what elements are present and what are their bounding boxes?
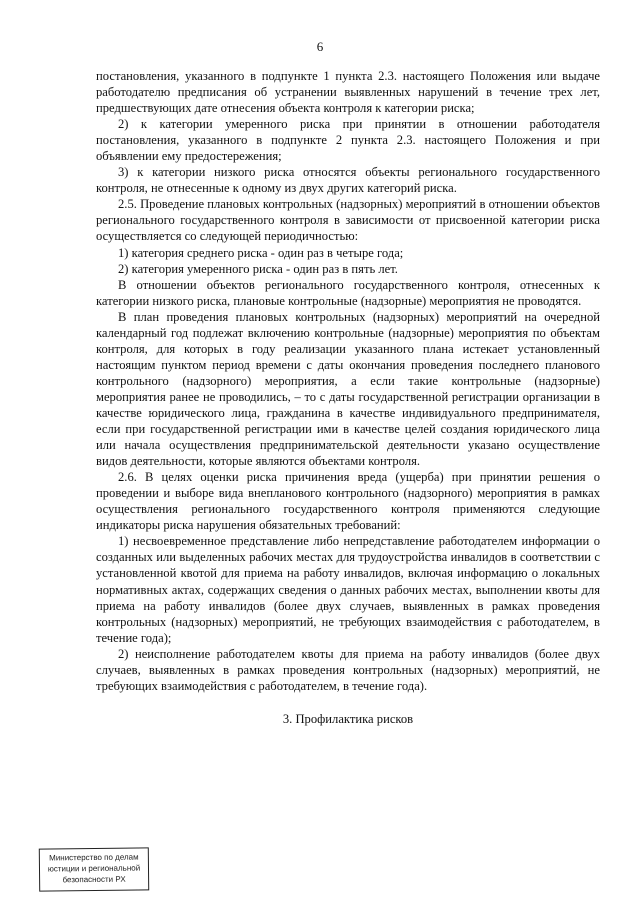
page-number: 6 <box>316 39 324 54</box>
paragraph-moderate-risk-item: 2) к категории умеренного риска при принятии в отношении работодателя постановления, указанного в подпункте 2 пункта 2.3. настоящего Положения и при объявлении ему предостережения; <box>96 117 600 164</box>
paragraph-risk-indicator-1: 1) несвоевременное представление либо непредставление работодателем информации о созданных или выделенных рабочих местах для трудоустройства инвалидов в соответствии с установленной квотой для приема на работу инвалидов, включая информацию о локальных нормативных актах, содержащих сведения о данных рабочих местах, выполнении квоты для приема на работу инвалидов (более двух случаев, выявленных в рамках проведения контрольных (надзорных) мероприятий, не требующих взаимодействия с работодателем, в течение года); <box>96 534 600 645</box>
paragraph-periodicity-medium: 1) категория среднего риска - один раз в четыре года; <box>118 245 404 260</box>
paragraph-continuation: постановления, указанного в подпункте 1 пункта 2.3. настоящего Положения или выдаче работодателю предписания об устранении выявленных нарушений в течение трех лет, предшествующих дате отнесения объекта контроля к категории риска; <box>96 69 600 116</box>
paragraph-clause-2-6: 2.6. В целях оценки риска причинения вреда (ущерба) при принятии решения о проведении и выборе вида внепланового контрольного (надзорного) мероприятия в рамках осуществления регионального государственного контроля применяются следующие индикаторы риска нарушения обязательных требований: <box>96 470 600 533</box>
paragraph-risk-indicator-2: 2) неисполнение работодателем квоты для приема на работу инвалидов (более двух случаев, выявленных в рамках проведения контрольных (надзорных) мероприятий, не требующих взаимодействия с работодателем, в течение года). <box>96 646 600 693</box>
stamp-line: безопасности РХ <box>62 874 126 885</box>
paragraph-low-risk-item: 3) к категории низкого риска относятся объекты регионального государственного контроля, не отнесенные к одному из двух других категорий риска. <box>96 165 600 196</box>
paragraph-low-risk-no-inspections: В отношении объектов регионального государственного контроля, отнесенных к категории низкого риска, плановые контрольные (надзорные) мероприятия не проводятся. <box>96 277 600 308</box>
stamp-line: юстиции и региональной <box>47 863 141 874</box>
paragraph-clause-2-5: 2.5. Проведение плановых контрольных (надзорных) мероприятий в отношении объектов регионального государственного контроля в зависимости от присвоенной категории риска осуществляется со следующей периодичностью: <box>96 197 600 244</box>
paragraph-annual-plan: В план проведения плановых контрольных (надзорных) мероприятий на очередной календарный год подлежат включению контрольные (надзорные) мероприятия по объектам контроля, для которых в году реализации указанного плана истекает установленный настоящим пунктом период времени с даты окончания проведения последнего планового контрольного (надзорного) мероприятия, а если такие контрольные (надзорные) мероприятия ранее не проводились, – то с даты государственной регистрации организации в качестве юридического лица, гражданина в качестве индивидуального предпринимателя, если при государственной регистрации ими в качестве целей создания юридического лица или начала осуществления предпринимательской деятельности указано осуществление видов деятельности, которые являются объектами контроля. <box>96 309 600 469</box>
ministry-stamp <box>39 847 149 891</box>
stamp-line: Министерство по делам <box>49 852 139 863</box>
document-body <box>96 68 600 727</box>
section-heading: 3. Профилактика рисков <box>282 711 414 726</box>
paragraph-periodicity-moderate: 2) категория умеренного риска - один раз в пять лет. <box>118 261 398 276</box>
